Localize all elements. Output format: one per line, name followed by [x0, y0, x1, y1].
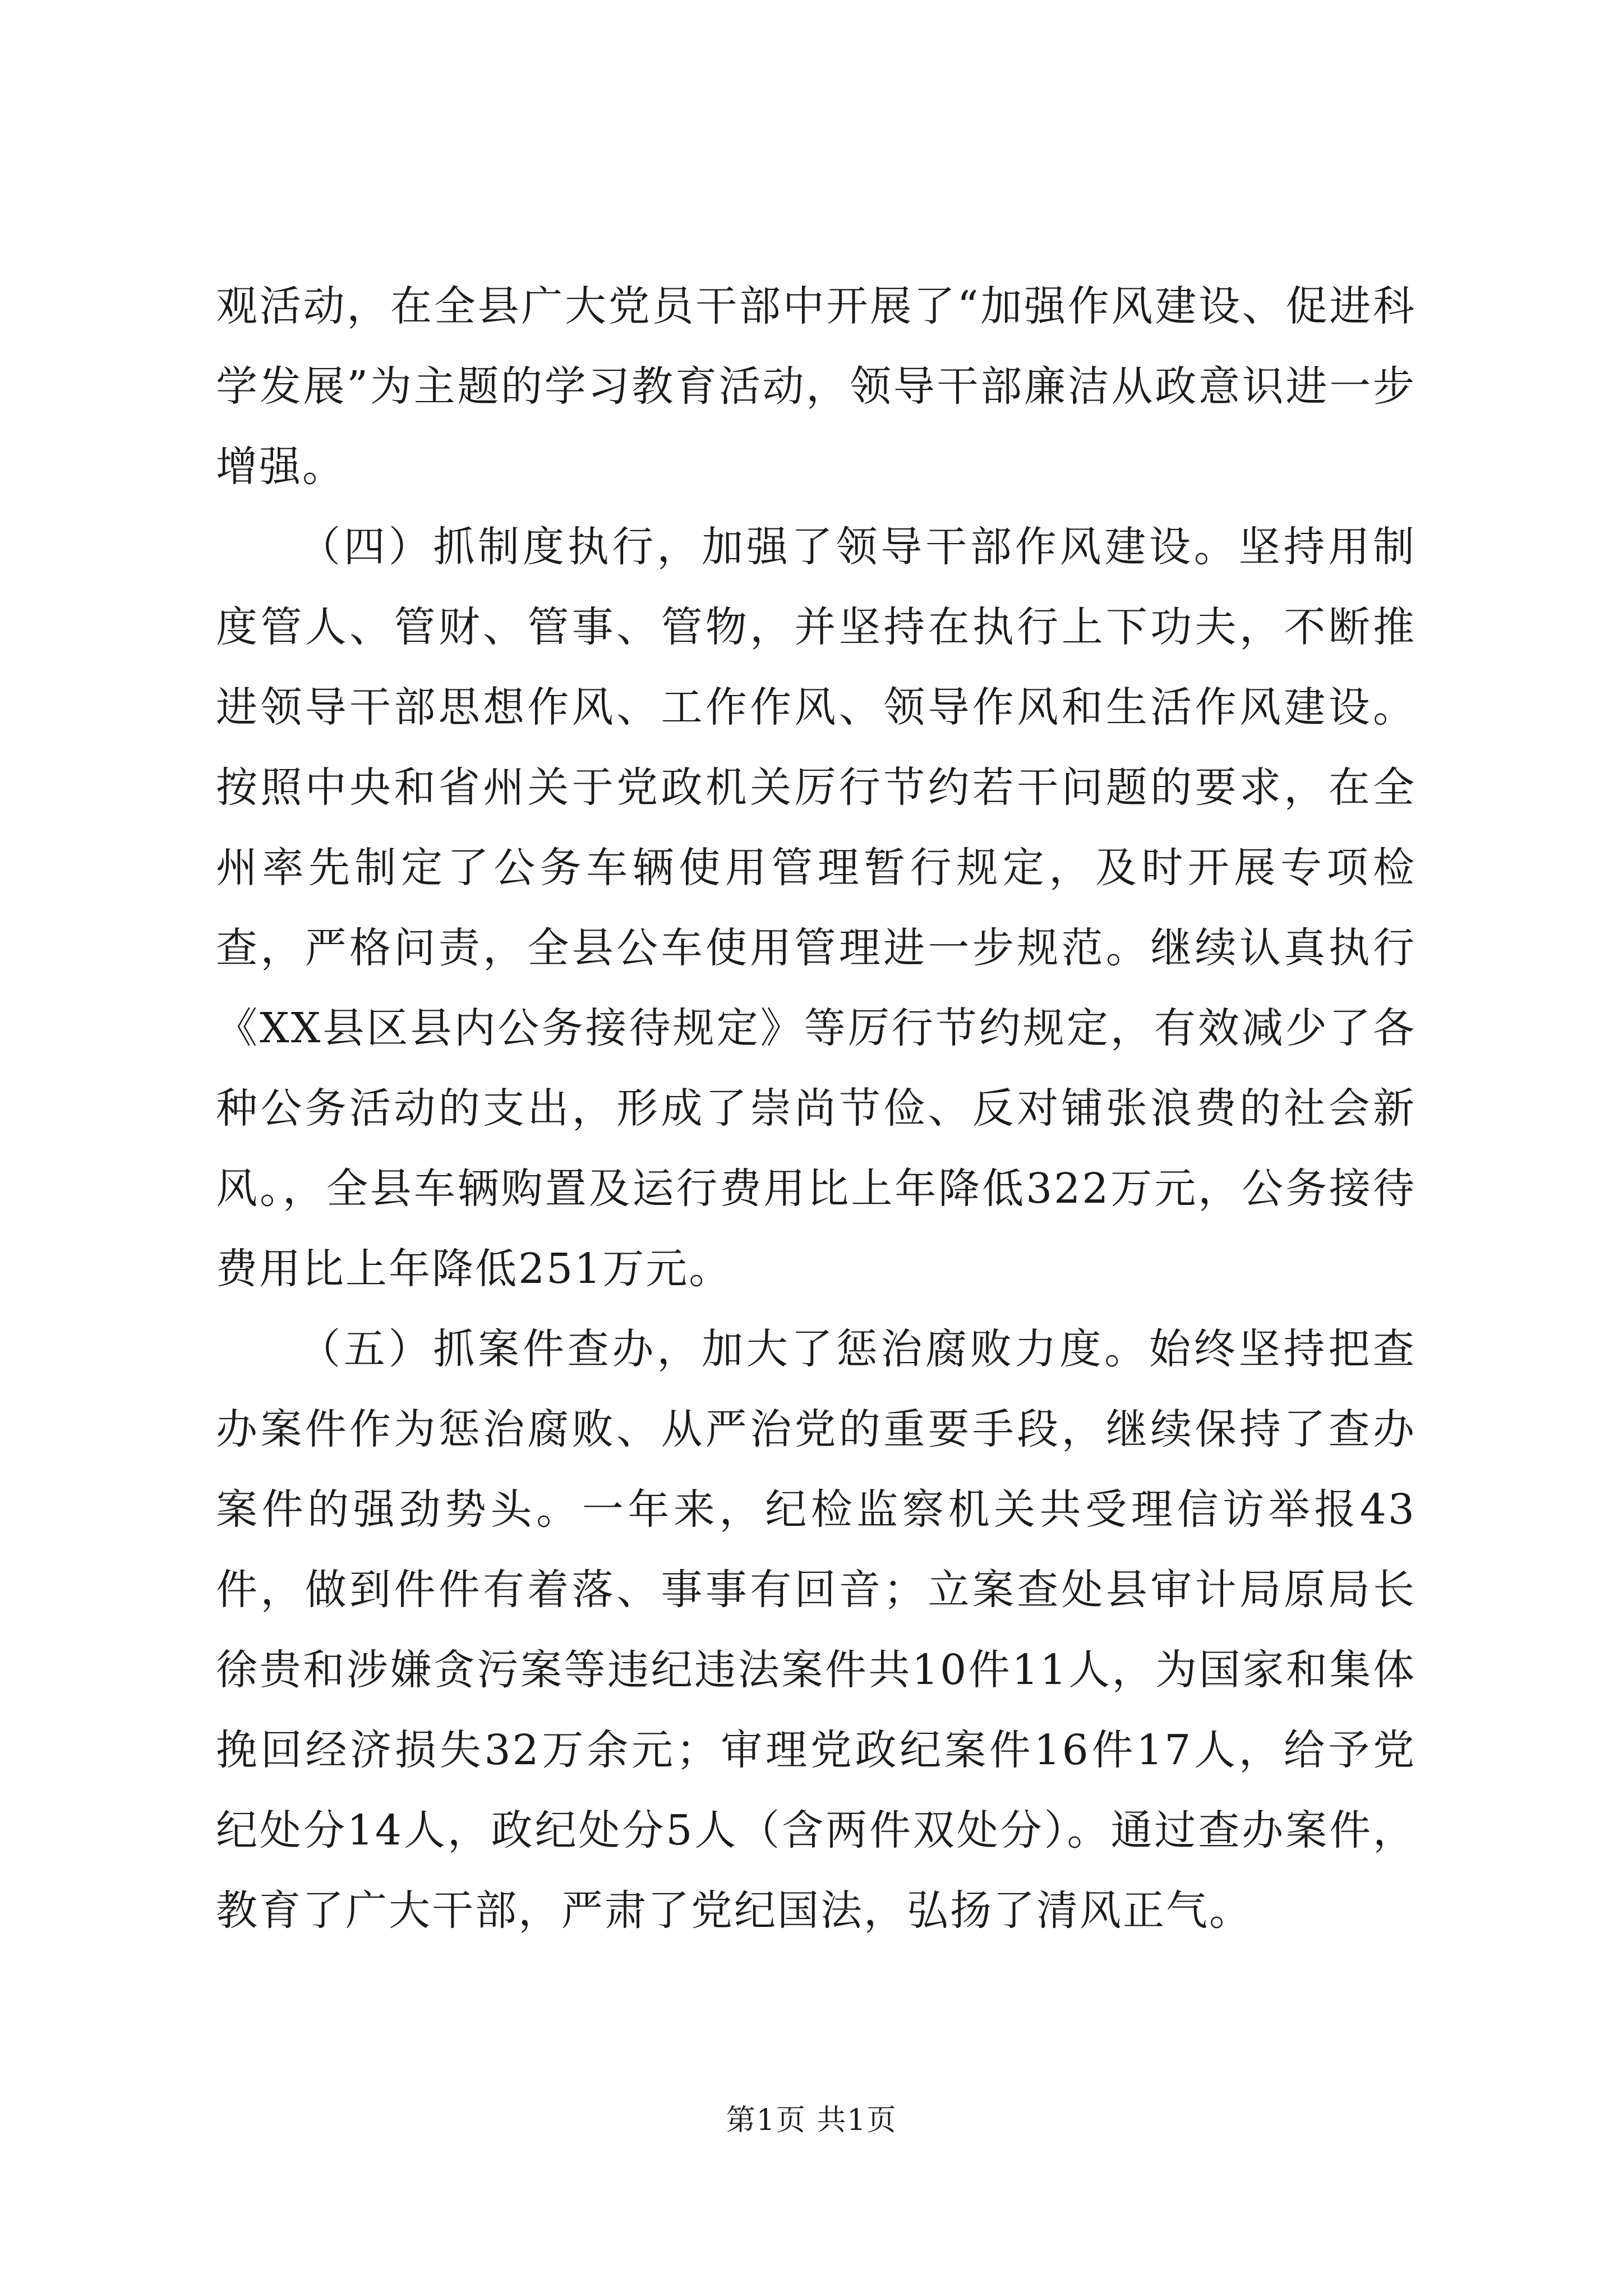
paragraph-section-five: （五）抓案件查办，加大了惩治腐败力度。始终坚持把查办案件作为惩治腐败、从严治党的重要手段，继续保持了查办案件的强劲势头。一年来，纪检监察机关共受理信访举报43件，做到件件有着落、事事有回音；立案查处县审计局原局长徐贵和涉嫌贪污案等违纪违法案件共10件11人，为国家和集体挽回经济损失32万余元；审理党政纪案件16件17人，给予党纪处分14人，政纪处分5人（含两件双处分）。通过查办案件，教育了广大干部，严肃了党纪国法，弘扬了清风正气。 — [216, 1325, 1416, 1935]
document-body — [216, 266, 1416, 1951]
paragraph-section-four: （四）抓制度执行，加强了领导干部作风建设。坚持用制度管人、管财、管事、管物，并坚持在执行上下功夫，不断推进领导干部思想作风、工作作风、领导作风和生活作风建设。按照中央和省州关于党政机关厉行节约若干问题的要求，在全州率先制定了公务车辆使用管理暂行规定，及时开展专项检查，严格问责，全县公车使用管理进一步规范。继续认真执行《XX县区县内公务接待规定》等厉行节约规定，有效减少了各种公务活动的支出，形成了崇尚节俭、反对铺张浪费的社会新风。，全县车辆购置及运行费用比上年降低322万元，公务接待费用比上年降低251万元。 — [216, 523, 1416, 1293]
paragraph-continuation: 观活动，在全县广大党员干部中开展了“加强作风建设、促进科学发展”为主题的学习教育活动，领导干部廉洁从政意识进一步增强。 — [216, 282, 1416, 491]
page-footer: 第1页 共1页 — [726, 2104, 897, 2137]
